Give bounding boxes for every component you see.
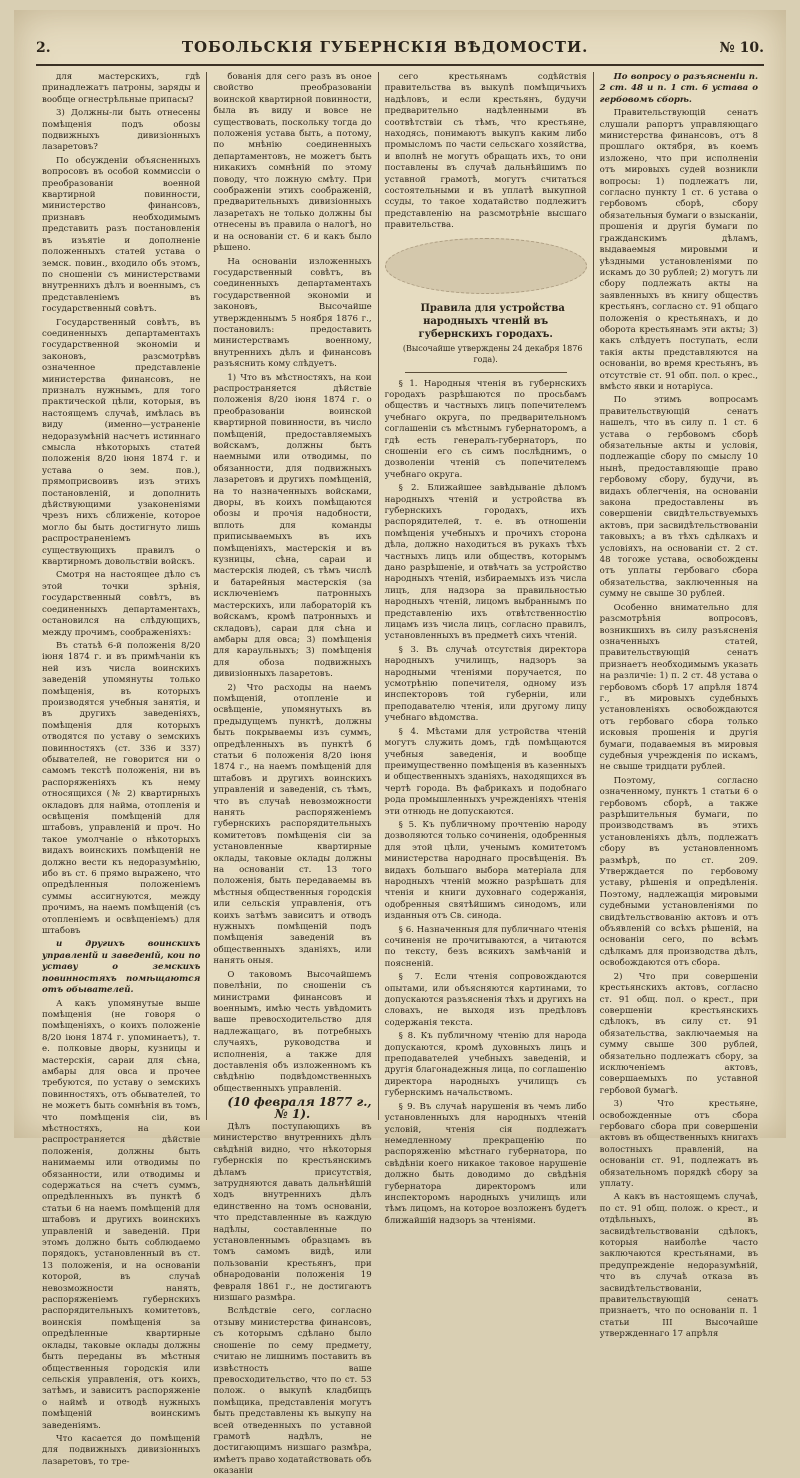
paragraph: О таковомъ Высочайшемъ повелѣніи, по сношеніи съ министрами финансовъ и военнымъ, имѣю честь увѣдомить ваше превосходительство для надлежащаго, въ потребныхъ случаяхъ, руководства и исполненія, а также для доставленія объ изложенномъ къ свѣдѣнію подвѣдомственныхъ общественныхъ управленій. <box>213 969 372 1094</box>
paragraph: По этимъ вопросамъ правительствующій сенатъ нашелъ, что въ силу п. 1 ст. 6 устава о гербовомъ сборѣ обязательные акты и условія, подлежащіе сбору по смыслу 10 нынѣ, предоставляющіе право гербовому сбору, будучи, въ видахъ облегченія, на основаніи закона предоставлены въ совершеніи свидѣтельствуемыхъ актовъ, при засвидѣтельствованіи таковыхъ; а въ тѣхъ сдѣлкахъ и условіяхъ, на основаніи ст. 2 ст. 48 тогоже устава, освобождены отъ уплаты гербоваго сбора обязательства, заключенныя на сумму не свыше 30 рублей. <box>599 395 758 600</box>
newspaper-page <box>14 10 786 1477</box>
paragraph: 3) Что крестьяне, освобожденные отъ сбора гербоваго сбора при совершеніи актовъ въ общественныхъ книгахъ волостныхъ правленій, на основаніи ст. 91, подлежатъ въ обязательномъ порядкѣ сбору за уплату. <box>599 1099 758 1189</box>
text-columns <box>36 72 764 1477</box>
paragraph: Смотря на настоящее дѣло съ этой точки зрѣнія, государственный совѣтъ, въ соединенныхъ департаментахъ, остановился на слѣдующихъ, между прочимъ, соображеніяхъ: <box>42 570 201 638</box>
paragraph: Поэтому, согласно означенному, пунктъ 1 статьи 6 о гербовомъ сборѣ, а также разрѣшительныя бумаги, по производствамъ въ этихъ установленіяхъ дѣлъ, подлежатъ сбору въ установленномъ размѣрѣ, по ст. 209. Утверждается по гербовому уставу, рѣшенія и опредѣленія. Поэтому, надлежащія мировыми судебными установленіями по свидѣтельствованію актовъ и отъ объявленій со всѣхъ рѣшеній, на основаніи сего, по всѣмъ сдѣлкамъ для производства дѣлъ, освобождаются отъ сбора. <box>599 775 758 969</box>
rules-title: Правила для устройства народныхъ чтеній въ губернскихъ городахъ. <box>418 302 565 340</box>
rule-section: § 3. Въ случаѣ отсутствія директора народныхъ училищъ, надзоръ за народными чтеніями поручается, по усмотрѣнію попечителя, одному изъ инспекторовъ той губерніи, или преподавателю чтенія, или другому лицу учебнаго вѣдомства. <box>384 644 587 724</box>
paragraph: Государственный совѣтъ, въ соединенныхъ департаментахъ государственной экономіи и законовъ, разсмотрѣвъ означенное представленіе министерства финансовъ, не призналъ нужнымъ, для того практической цѣли, которыя, въ настоящемъ случаѣ, имѣлась въ виду (именно—устраненіе недоразумѣній насчетъ истиннаго смысла нѣкоторыхъ статей положенія 8/20 іюня 1874 г. и устава о зем. пов.), прямоприсвоивъ изъ этихъ постановленій, и дополнить дѣйствующими узаконеніями чрезъ нихъ сближеніе, которое могло бы быть достигнуто лишь распространеніемъ существующихъ правилъ о квартирномъ довольствіи войскъ. <box>42 317 201 568</box>
paragraph: Въ статьѣ 6-й положенія 8/20 іюня 1874 г. и въ примѣчаніи къ ней изъ числа воинскихъ заведеній упомянуты только помѣщенія, въ которыхъ производятся учебныя занятія, и въ другихъ заведеніяхъ, помѣщенія для которыхъ отводятся по уставу о земскихъ повинностяхъ (ст. 336 и 337) обывателей, не говорится ни о самомъ текстѣ положенія, ни въ распоряженіяхъ къ нему относящихся (№ 2) квартирныхъ окладовъ для найма, отопленія и освѣщенія помѣщеній для штабовъ, управленій и проч. Но такое умолчаніе о нѣкоторыхъ видахъ воинскихъ помѣщеній не должно вести къ недоразумѣнію, ибо въ ст. 6 прямо выражено, что опредѣленныя положеніемъ суммы ассигнуются, между прочимъ, на наемъ помѣщеній (съ отопленіемъ и освѣщеніемъ) для штабовъ <box>42 640 201 937</box>
column-4 <box>594 72 764 1340</box>
paragraph: сего крестьянамъ содѣйствія правительства въ выкупѣ помѣщичьихъ надѣловъ, и если крестьянъ, будучи предварительно надѣленными въ соотвѣтствіи съ тѣмъ, что крестьяне, находясь, понимаютъ выкупъ каким либо промысломъ по части сельскаго хозяйства, и вполнѣ не могутъ обращать ихъ, то они поставлены въ случаѣ дальнѣйшимъ по уставной грамотѣ, могутъ считаться состоятельными и въ уплатѣ выкупной ссуды, то такое ходатайство подлежитъ представленію на разсмотрѣніе высшаго правительства. <box>384 72 587 231</box>
paragraph: 2) Что расходы на наемъ помѣщеній, отопленіе и освѣщеніе, упомянутыхъ въ предыдущемъ пунктѣ, должны быть покрываемы изъ суммъ, опредѣленныхъ въ пунктѣ б статьи 6 положенія 8/20 іюня 1874 г., на наемъ помѣщеній для штабовъ и другихъ воинскихъ управленій и заведеній, съ тѣмъ, что въ случаѣ невозможности нанять распоряженіемъ губернскихъ распорядительныхъ комитетовъ помѣщенія сіи за установленные квартирные оклады, таковые оклады должны на основаніи ст. 13 того положенія, быть передаваемы въ мѣстныя общественныя городскія или сельскія управленія, отъ коихъ затѣмъ зависитъ и отводъ нужныхъ помѣщеній подъ помѣщенія заведеній въ общественныхъ зданіяхъ, или нанять оныя. <box>213 682 372 967</box>
rule-section: § 9. Въ случаѣ нарушенія въ чемъ либо установленныхъ для народныхъ чтеній условій, чтенія сія подлежатъ немедленному прекращенію по распоряженію мѣстнаго губернатора, по свѣдѣніи коего никакое таковое нарушеніе должно быть доводимо до свѣдѣнія губернатора директоромъ или инспекторомъ народныхъ училищъ или тѣмъ лицомъ, на которое возложенъ будетъ ближайшій надзоръ за чтеніями. <box>384 1101 587 1226</box>
emphasized-paragraph: По вопросу о разъясненіи п. 2 ст. 48 и п. 1 ст. 6 устава о гербовомъ сборѣ. <box>599 72 758 105</box>
paragraph: для мастерскихъ, гдѣ принадлежатъ патроны, заряды и вообще огнестрѣльные припасы? <box>42 72 201 105</box>
divider <box>405 372 567 373</box>
rule-section: § 8. Къ публичному чтенію для народа допускаются, кромѣ духовныхъ лицъ и преподавателей учебныхъ заведеній, и другія благонадежныя лица, по соглашенію директора народныхъ училищъ съ губернскимъ начальствомъ. <box>384 1031 587 1099</box>
paragraph: Что касается до помѣщеній для подвижныхъ дивизіонныхъ лазаретовъ, то тре- <box>42 1433 201 1467</box>
rule-section: § 4. Мѣстами для устройства чтеній могутъ служить домъ, гдѣ помѣщаются учебныя заведенія, и вообще преимущественно помѣщенія въ казенныхъ и общественныхъ зданіяхъ, находящихся въ чертѣ города. Въ фабрикахъ и подобнаго рода промышленныхъ учрежденіяхъ чтенія эти отнюдь не допускаются. <box>384 726 587 817</box>
paragraph: На основаніи изложенныхъ государственный совѣтъ, въ соединенныхъ департаментахъ государственной экономіи и законовъ, Высочайше утвержденнымъ 5 ноября 1876 г., постановилъ: предоставить министерствамъ военному, внутреннихъ дѣлъ и финансовъ разъяснить кому слѣдуетъ. <box>213 256 372 370</box>
paragraph: 3) Должны-ли быть отнесены помѣщенія подъ обозы подвижныхъ дивизіонныхъ лазаретовъ? <box>42 108 201 153</box>
rule-section: § 1. Народныя чтенія въ губернскихъ городахъ разрѣшаются по просьбамъ обществъ и частныхъ лицъ попечителемъ учебнаго округа, по предварительномъ соглашеніи съ мѣстнымъ губернаторомъ, а гдѣ есть генералъ-губернаторъ, по сношеніи его съ симъ послѣднимъ, о дозволеніи чтеній съ попечителемъ учебнаго округа. <box>384 378 587 480</box>
column-2 <box>207 72 378 1477</box>
section-date-heading: (10 февраля 1877 г., № 1). <box>227 1095 372 1121</box>
column-1 <box>36 72 207 1467</box>
paragraph: По обсужденіи объясненныхъ вопросовъ въ особой коммиссіи о преобразованіи военной квартирной повинности, министерство финансовъ, признавъ необходимымъ представить разъ постановленія въ изъятіе и дополненіе положенныхъ статей устава о земск. повин., входило объ этомъ, по сношеніи съ министерствами внутреннихъ дѣлъ и военнымъ, съ представленіемъ въ государственный совѣтъ. <box>42 155 201 315</box>
page-header <box>36 38 764 66</box>
paragraph: бованія для сего разъ въ оное свойство преобразованіи воинской квартирной повинности, была въ виду и вовсе не существовать, поскольку тогда до положенія устава быть, а потому, по мнѣнію соединенныхъ департаментовъ, не можетъ быть никакихъ сомнѣній по этому поводу, что ложную смѣту. При соображеніи этихъ соображеній, предварительныхъ дивизіонныхъ лазаретахъ не только должны бы отнесены въ правила о налогѣ, но и на основаніи ст. 6 и какъ было рѣшено. <box>213 72 372 254</box>
paragraph: Вслѣдствіе сего, согласно отзыву министерства финансовъ, съ которымъ сдѣлано было сношеніе по сему предмету, считаю не лишнимъ поставить въ извѣстность ваше превосходительство, что по ст. 53 полож. о выкупѣ кладбищъ помѣщика, представленія могутъ быть представлены къ выкупу на всей отведенныхъ по уставной грамотѣ надѣлъ, не достигающимъ низшаго размѣра, имѣетъ право ходатайствовать объ оказаніи <box>213 1306 372 1477</box>
newspaper-title: ТОБОЛЬСКІЯ ГУБЕРНСКІЯ ВѢДОМОСТИ. <box>181 38 589 56</box>
emphasized-paragraph: и другихъ воинскихъ управленій и заведеній, кои по уставу о земскихъ повинностяхъ помѣщаются отъ обывателей. <box>42 939 201 996</box>
paragraph: Правительствующій сенатъ слушали рапортъ управляющаго министерства финансовъ, отъ 8 прошлаго октября, въ коемъ изложено, что при исполненіи отъ мировыхъ судей возникли вопросы: 1) подлежатъ ли, согласно пункту 1 ст. 6 устава о гербовомъ сборѣ, сбору обязательныя бумаги о взысканіи, прошенія и другія бумаги по гражданскимъ дѣламъ, выдаваемыя мировыми и уѣздными установленіями по искамъ до 30 рублей; 2) могутъ ли сбору подлежать акты на заявленныхъ въ книгу обществъ крестьянъ, согласно ст. 91 общаго положенія о крестьянахъ, и до оборота крестьянамъ эти акты; 3) какъ слѣдуетъ поступать, если такія акты представляются на основаніи, во время крестьянъ, въ отсутствіе ст. 91 обп. пол. о крес., вмѣсто явки и нотаріуса. <box>599 108 758 392</box>
paragraph: Дѣлъ поступающихъ въ министерство внутреннихъ дѣлъ свѣдѣній видно, что нѣкоторыя губернскія по крестьянскимъ дѣламъ присутствія, затрудняются давать дальнѣйшій ходъ внутреннихъ дѣлъ единственно на томъ основаніи, что представленные въ каждую надѣлы, составленные по установленнымъ образцамъ въ томъ самомъ видѣ, или пользованіи крестьянъ, при обнародованіи положенія 19 февраля 1861 г., не достигаютъ низшаго размѣра. <box>213 1121 372 1304</box>
rule-section: § 2. Ближайшее завѣдываніе дѣломъ народныхъ чтеній и устройства въ губернскихъ городахъ, ихъ распорядителей, т. е. въ отношеніи помѣщенія учебныхъ и прочихъ сторона дѣла, должно находиться въ рукахъ тѣхъ частныхъ лицъ или обществъ, которымъ дано разрѣшеніе, и отвѣчать за устройство народныхъ чтеній, избираемыхъ изъ числа лицъ, для надзора за правильностью народныхъ чтеній, лицомъ выбраннымъ по представленію ихъ отвѣтственностію лицамъ изъ числа лицъ, согласно правилъ, установленныхъ въ предметѣ сихъ чтеній. <box>384 483 587 642</box>
paragraph: А какъ упомянутые выше помѣщенія (не говоря о помѣщеніяхъ, о коихъ положеніе 8/20 іюня 1874 г. упоминаетъ), т. е. полковые дворы, кузницы и мастерскія, сараи для сѣна, амбары для овса и прочее требуются, по уставу о земскихъ повинностяхъ, отъ обывателей, то не можетъ быть сомнѣнія въ томъ, что помѣщенія сіи, въ мѣстностяхъ, на кои распространяется дѣйствіе положенія, должны быть нанимаемы или отводимы по обязанности, или отводимы и содержаться на счетъ суммъ, опредѣленныхъ въ пунктѣ б статьи 6 на наемъ помѣщеній для штабовъ и другихъ воинскихъ управленій и заведеній. При этомъ должно быть соблюдаемо порядокъ, установленный въ ст. 13 положенія, и на основаніи которой, въ случаѣ невозможности нанять, распоряженіемъ губернскихъ распорядительныхъ комитетовъ, воинскія помѣщенія за опредѣленные квартирные оклады, таковые оклады должны быть переданы въ мѣстныя общественныя городскія или сельскія управленія, отъ коихъ, затѣмъ, и зависитъ распоряженіе о наймѣ и отводѣ нужныхъ помѣщеній воинскимъ заведеніямъ. <box>42 998 201 1431</box>
page-number: 2. <box>36 40 51 56</box>
issue-number: № 10. <box>719 40 764 56</box>
rule-section: § 6. Назначенныя для публичнаго чтенія сочиненія не прочитываются, а читаются по тексту, безъ всякихъ замѣчаній и поясненій. <box>384 924 587 969</box>
column-3 <box>379 72 594 1226</box>
rules-subtitle: (Высочайше утверждены 24 декабря 1876 года). <box>402 343 583 365</box>
paragraph: 1) Что въ мѣстностяхъ, на кои распространяется дѣйствіе положенія 8/20 іюня 1874 г. о преобразованіи воинской квартирной повинности, въ число помѣщеній, предоставляемыхъ войскамъ, должны быть наемными или отводимы, по обязанности, для подвижныхъ лазаретовъ и другихъ помѣщеній, на то назначенныхъ войсками, дворы, въ коихъ помѣщаются обозы и прочія надобности, вплоть для команды приписываемыхъ въ ихъ помѣщеніяхъ, мастерскія и въ кузницы, сѣна, сараи и мастерскія людей, съ тѣмъ числѣ и батарейныя мастерскія (за исключеніемъ патронныхъ мастерскихъ, или лабораторій къ войскамъ, кромѣ патронныхъ и складовъ), сараи для сѣна и амбары для овса; 3) помѣщенія для караульныхъ; 3) помѣщенія для обоза подвижныхъ дивизіонныхъ лазаретовъ. <box>213 372 372 680</box>
paragraph: 2) Что при совершеніи крестьянскихъ актовъ, согласно ст. 91 общ. пол. о крест., при совершеніи крестьянскихъ сдѣлокъ, въ силу ст. 91 обязательства, заключаемыя на сумму свыше 300 рублей, обязательно подлежатъ сбору, за исключеніемъ актовъ, совершаемыхъ по уставной гербовой бумагѣ. <box>599 971 758 1096</box>
ink-stamp <box>385 238 587 294</box>
rule-section: § 5. Къ публичному прочтенію народу дозволяются только сочиненія, одобренныя для этой цѣли, ученымъ комитетомъ министерства народнаго просвѣщенія. Въ видахъ большаго выбора матеріала для народныхъ чтеній можно разрѣшать для чтенія и книги духовнаго содержанія, одобренныя святѣйшимъ синодомъ, или изданныя отъ Св. синода. <box>384 819 587 922</box>
paragraph: А какъ въ настоящемъ случаѣ, по ст. 91 общ. полож. о крест., и отдѣльныхъ, въ засвидѣтельствованіи сдѣлокъ, которыя наиболѣе часто заключаются крестьянами, въ предупрежденіе недоразумѣній, что въ случаѣ отказа въ засвидѣтельствованіи, правительствующій сенатъ признаетъ, что по основаніи п. 1 статьи III Высочайше утвержденнаго 17 апрѣля <box>599 1192 758 1340</box>
paragraph: Особенно внимательно для разсмотрѣнія вопросовъ, возникшихъ въ силу разъясненія означенныхъ статей, правительствующій сенатъ признаетъ необходимымъ указать на различіе: 1) п. 2 ст. 48 устава о гербовомъ сборѣ 17 апрѣля 1874 г., въ мировыхъ судебныхъ установленіяхъ освобождаются отъ гербоваго сбора только исковыя прошенія и другія бумаги, подаваемыя въ мировыя судебныя учрежденія по искамъ, не свыше тридцати рублей. <box>599 602 758 773</box>
rule-section: § 7. Если чтенія сопровождаются опытами, или объясняются картинами, то допускаются разъясненія тѣхъ и другихъ на словахъ, не выходя изъ предѣловъ содержанія текста. <box>384 972 587 1028</box>
